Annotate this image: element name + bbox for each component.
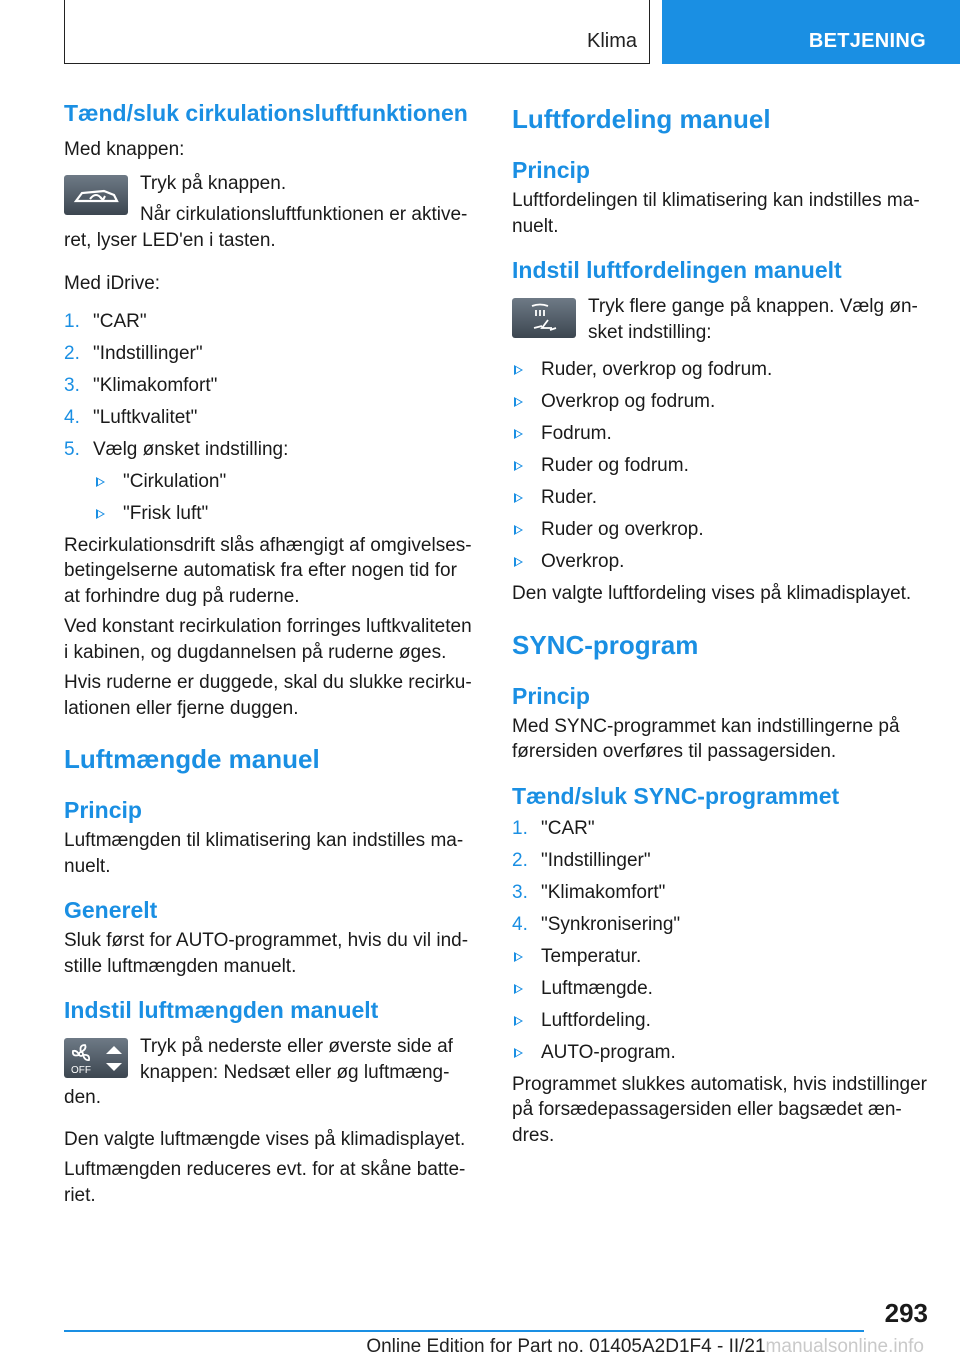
- header-chapter-box: [64, 0, 650, 64]
- list-item: 4. "Luftkvalitet": [64, 406, 198, 428]
- set-airflow-text: Tryk på nederste eller øverste side af knappen: Nedsæt eller øg luftmængden.: [64, 1036, 453, 1108]
- airflow-battery-text: Luftmængden reduceres evt. for at skåne batteriet.: [64, 1159, 466, 1206]
- recirc-options-list: [64, 469, 478, 527]
- general-heading: Generelt: [64, 897, 158, 923]
- list-item: Ruder.: [512, 485, 928, 511]
- list-item: Fodrum.: [512, 421, 928, 447]
- list-item: Ruder og fodrum.: [512, 453, 928, 479]
- list-item: Overkrop.: [512, 549, 928, 575]
- airflow-principle-heading: Princip: [64, 797, 142, 823]
- bullet-triangle-icon: [514, 984, 523, 994]
- general-text: Sluk først for AUTO-programmet, hvis du vil indstille luftmængden manuelt.: [64, 930, 469, 977]
- list-item: Ruder og overkrop.: [512, 517, 928, 543]
- distribution-heading: Luftfordeling manuel: [512, 104, 771, 134]
- bullet-triangle-icon: [514, 1048, 523, 1058]
- list-item: 2. "Indstillinger": [512, 849, 651, 871]
- list-item: 2. "Indstillinger": [64, 342, 203, 364]
- sync-principle-text: Med SYNC-programmet kan indstillingerne på førersiden overføres til passagersiden.: [512, 715, 900, 762]
- list-item: Ruder, overkrop og fodrum.: [512, 357, 928, 383]
- list-item: 4. "Synkronisering": [512, 913, 681, 935]
- recirc-para-2: Ved konstant recirkulation forringes luftkvaliteten i kabinen, og dugdannelsen på ruderne øges.: [64, 616, 472, 663]
- page-number: 293: [884, 1298, 928, 1328]
- chapter-title: Klima: [586, 30, 637, 52]
- sync-steps-list: [512, 816, 928, 938]
- airflow-display-text: Den valgte luftmængde vises på klimadisplayet.: [64, 1128, 466, 1150]
- footer-edition: Online Edition for Part no. 01405A2D1F4 - II/21manualsonline.info: [366, 1336, 924, 1357]
- set-distribution-heading: Indstil luftfordelingen manuelt: [512, 257, 842, 283]
- with-button-text: Med knappen:: [64, 139, 185, 160]
- fan-button-icon: [64, 1038, 128, 1078]
- airflow-heading: Luftmængde manuel: [64, 744, 320, 774]
- right-column: [512, 100, 928, 1148]
- bullet-triangle-icon: [514, 461, 523, 471]
- bullet-triangle-icon: [514, 1016, 523, 1026]
- bullet-triangle-icon: [514, 365, 523, 375]
- distribution-options-list: [512, 357, 928, 575]
- bullet-triangle-icon: [514, 493, 523, 503]
- press-button-text: Tryk på knappen.: [140, 172, 287, 194]
- with-idrive-text: Med iDrive:: [64, 273, 161, 294]
- footer-site: manualsonline.info: [765, 1336, 924, 1357]
- airflow-principle-text: Luftmængden til klimatisering kan indstilles manuelt.: [64, 830, 464, 877]
- list-item: "Frisk luft": [64, 501, 478, 527]
- list-item: "Cirkulation": [64, 469, 478, 495]
- list-item: AUTO-program.: [512, 1040, 928, 1066]
- list-item: 5. Vælg ønsket indstilling:: [64, 438, 289, 460]
- list-item: Overkrop og fodrum.: [512, 389, 928, 415]
- fan-off-label: OFF: [71, 1065, 91, 1076]
- list-item: Luftfordeling.: [512, 1008, 928, 1034]
- set-distribution-text: Tryk flere gange på knappen. Vælg ønsket indstilling:: [588, 296, 918, 343]
- list-item: 3. "Klimakomfort": [64, 374, 218, 396]
- list-item: Temperatur.: [512, 944, 928, 970]
- sync-toggle-heading: Tænd/sluk SYNC-programmet: [512, 782, 840, 809]
- bullet-triangle-icon: [514, 397, 523, 407]
- sync-principle-heading: Princip: [512, 682, 590, 709]
- list-item: 1. "CAR": [64, 310, 147, 332]
- footer-rule: [64, 1330, 864, 1332]
- distribution-principle-text: Luftfordelingen til klimatisering kan indstilles manuelt.: [512, 190, 920, 237]
- section-title: BETJENING: [808, 30, 926, 52]
- idrive-steps-list: [64, 309, 478, 463]
- sync-options-list: [512, 944, 928, 1066]
- list-item: Luftmængde.: [512, 976, 928, 1002]
- distribution-display-text: Den valgte luftfordeling vises på klimadisplayet.: [512, 583, 912, 604]
- list-item: 3. "Klimakomfort": [512, 881, 666, 903]
- recirc-para-3: Hvis ruderne er duggede, skal du slukke recirkulationen eller fjerne duggen.: [64, 672, 472, 719]
- recirculation-button-icon: [64, 175, 128, 215]
- left-column: [64, 100, 478, 1208]
- bullet-triangle-icon: [96, 509, 105, 519]
- recirc-para-1: Recirkulationsdrift slås afhængigt af omgivelsesbetingelserne automatisk fra efter nogen tid for at forhindre dug på ruderne.: [64, 534, 472, 607]
- list-item: 1. "CAR": [512, 817, 595, 839]
- bullet-triangle-icon: [514, 429, 523, 439]
- bullet-triangle-icon: [514, 952, 523, 962]
- header-section-box: [662, 0, 960, 64]
- air-distribution-button-icon: [512, 298, 576, 338]
- bullet-triangle-icon: [96, 477, 105, 487]
- sync-end-text: Programmet slukkes automatisk, hvis indstillinger på forsædepassagersiden eller bagsædet ændres.: [512, 1073, 927, 1146]
- recirc-heading: Tænd/sluk cirkulationsluftfunktionen: [64, 100, 468, 126]
- sync-heading: SYNC-program: [512, 629, 699, 660]
- bullet-triangle-icon: [514, 525, 523, 535]
- when-active-text: Når cirkulationsluftfunktionen er aktiveret, lyser LED'en i tasten.: [64, 204, 468, 251]
- distribution-principle-heading: Princip: [512, 157, 590, 183]
- bullet-triangle-icon: [514, 557, 523, 567]
- set-airflow-heading: Indstil luftmængden manuelt: [64, 997, 379, 1023]
